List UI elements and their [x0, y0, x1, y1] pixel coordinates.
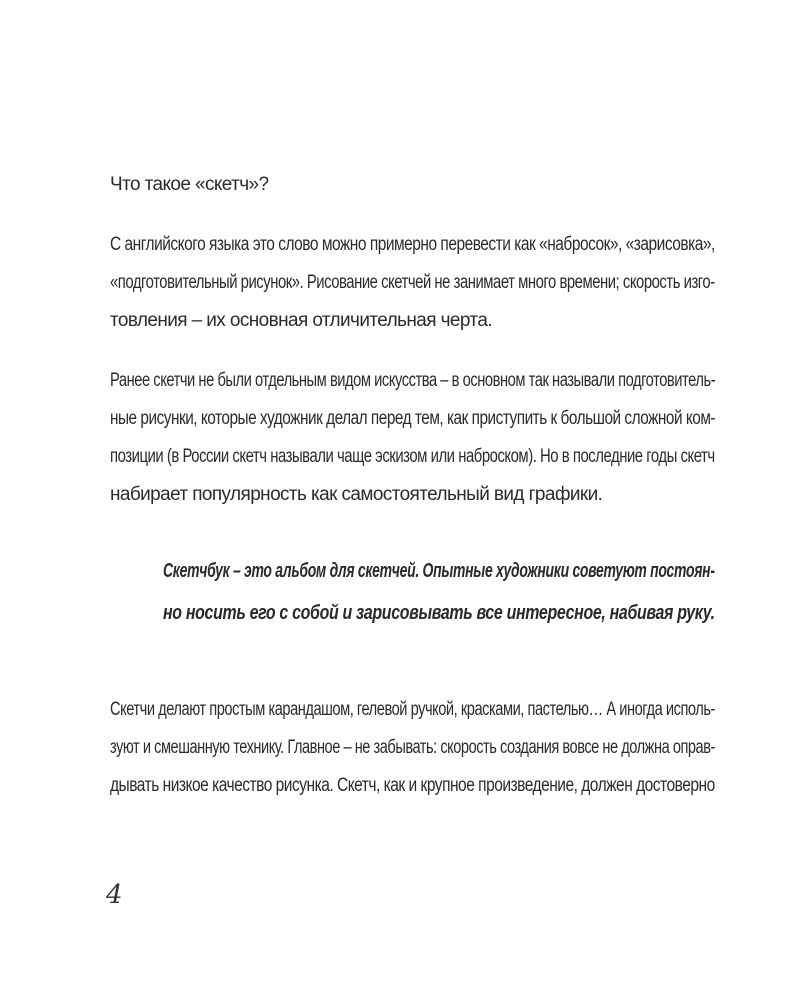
paragraph-2-line-3: позиции (в России скетч называли чаще эскизом или наброском). Но в последние годы скетч [110, 446, 715, 467]
paragraph-3-line-3: дывать низкое качество рисунка. Скетч, как и крупное произведение, должен достоверно [110, 775, 715, 796]
paragraph-1-line-3: товления – их основная отличительная черта. [110, 310, 492, 331]
paragraph-1-line-2: «подготовительный рисунок». Рисование скетчей не занимает много времени; скорость изго- [110, 272, 715, 293]
paragraph-2-line-2: ные рисунки, которые художник делал перед тем, как приступить к большой сложной ком- [110, 408, 716, 429]
quote-line-2: но носить его с собой и зарисовывать все интересное, набивая руку. [163, 602, 715, 624]
paragraph-3-line-1: Скетчи делают простым карандашом, гелевой ручкой, красками, пастелью… А иногда исполь- [110, 699, 715, 720]
paragraph-2-line-4: набирает популярность как самостоятельный вид графики. [110, 484, 603, 505]
quote-line-1: Скетчбук – это альбом для скетчей. Опытные художники советуют постоян- [163, 560, 715, 582]
section-heading: Что такое «скетч»? [110, 174, 269, 195]
paragraph-3-line-2: зуют и смешанную технику. Главное – не забывать: скорость создания вовсе не должна оправ- [110, 737, 715, 758]
paragraph-1-line-1: С английского языка это слово можно примерно перевести как «набросок», «зарисовка», [110, 234, 715, 255]
paragraph-2-line-1: Ранее скетчи не были отдельным видом искусства – в основном так называли подготовитель- [110, 370, 716, 391]
page-number: 4 [106, 880, 123, 910]
